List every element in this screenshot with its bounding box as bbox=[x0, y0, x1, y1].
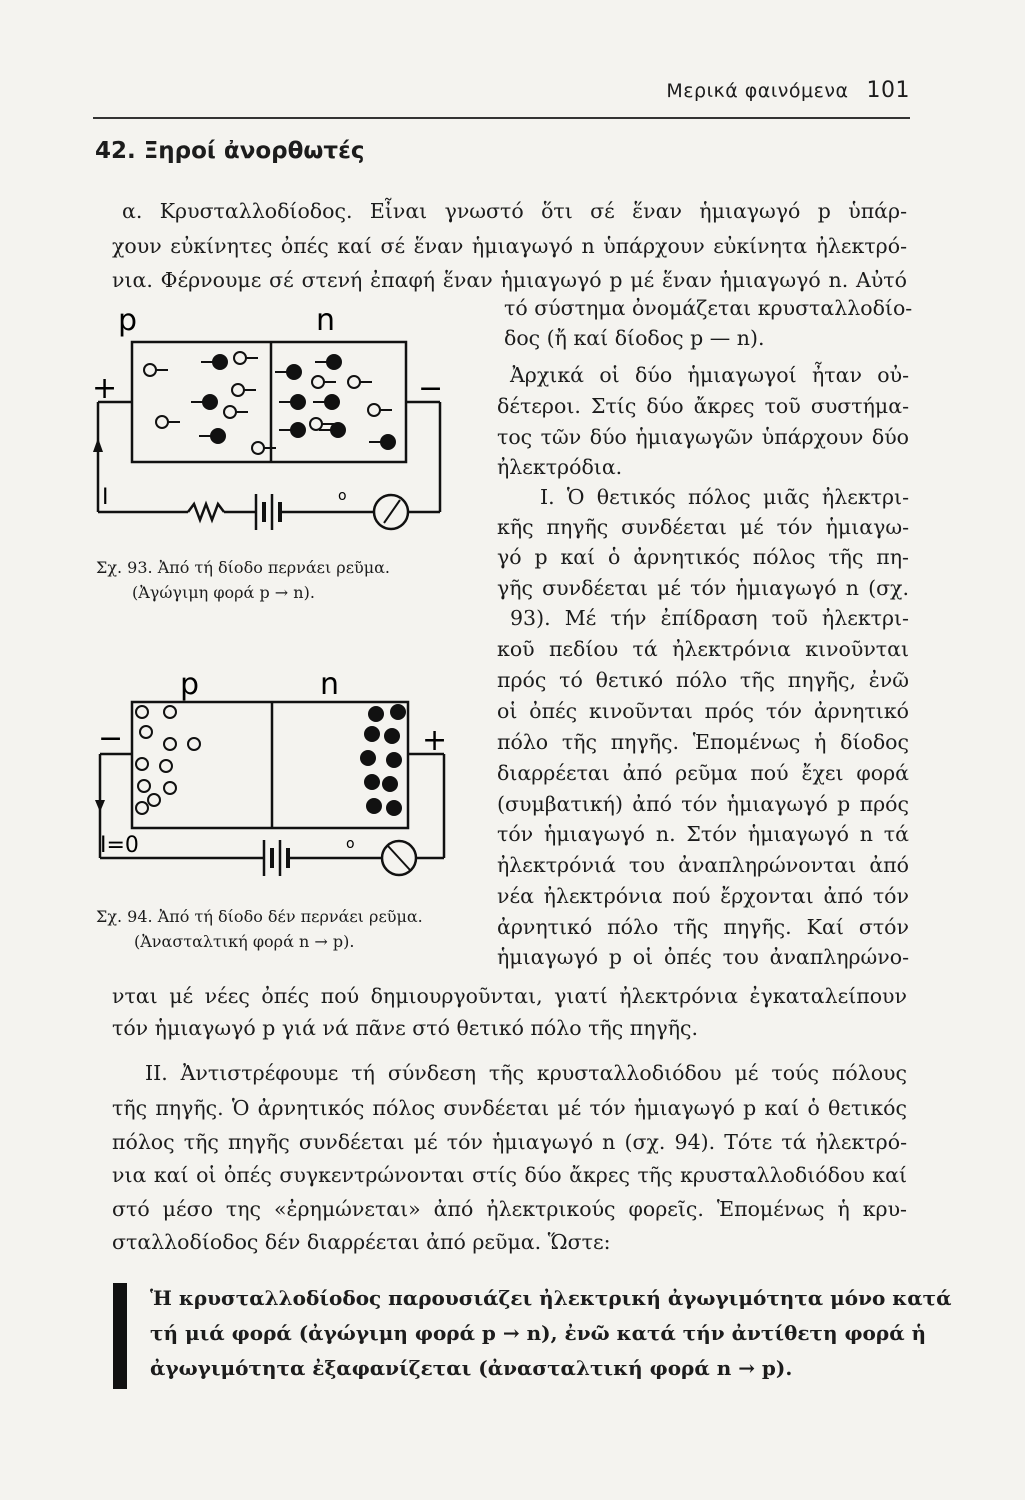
electrons-moving bbox=[191, 355, 395, 449]
highlight-line: ἀγωγιμότητα ἐξαφανίζεται (ἀνασταλτική φορά n → p). bbox=[150, 1356, 793, 1380]
figure-94-caption: Σχ. 94. Ἀπό τή δίοδο δέν περνάει ρεῦμα. bbox=[96, 907, 423, 926]
right-column-line: πόλο τῆς πηγῆς. Ἑπομένως ἡ δίοδος bbox=[497, 730, 909, 754]
right-column-line: διαρρέεται ἀπό ρεῦμα πού ἔχει φορά bbox=[497, 761, 909, 785]
plus-sign: + bbox=[422, 723, 448, 758]
right-column-line: πρός τό θετικό πόλο τῆς πηγῆς, ἐνῶ bbox=[497, 668, 909, 692]
label-p: p bbox=[118, 303, 138, 338]
right-column-line: νέα ἠλεκτρόνια πού ἔρχονται ἀπό τόν bbox=[497, 884, 909, 908]
right-column-line: ἠλεκτρόνιά του ἀναπληρώνονται ἀπό bbox=[497, 853, 909, 877]
svg-text:o: o bbox=[346, 836, 355, 852]
right-column-line: Ἀρχικά οἱ δύο ἡμιαγωγοί ἦταν οὐ- bbox=[510, 363, 909, 387]
right-column-line: 93). Μέ τήν ἐπίδραση τοῦ ἠλεκτρι- bbox=[510, 606, 909, 630]
label-n: n bbox=[316, 303, 336, 338]
para-a-line: νια. Φέρνουμε σέ στενή ἐπαφή ἕναν ἡμιαγωγό p μέ ἕναν ἡμιαγωγό n. Αὐτό bbox=[112, 268, 907, 292]
para-II-line: τῆς πηγῆς. Ὁ ἀρνητικός πόλος συνδέεται μέ τόν ἡμιαγωγό p καί ὁ θετικός bbox=[112, 1096, 907, 1120]
para-II-line: σταλλοδίοδος δέν διαρρέεται ἀπό ρεῦμα. Ὥστε: bbox=[112, 1230, 611, 1254]
right-column-line: κῆς πηγῆς συνδέεται μέ τόν ἡμιαγω- bbox=[497, 515, 909, 539]
para-II-line: ΙΙ. Ἀντιστρέφουμε τή σύνδεση τῆς κρυσταλλοδιόδου μέ τούς πόλους bbox=[145, 1061, 907, 1085]
resistor bbox=[188, 504, 224, 520]
current-arrow bbox=[95, 800, 105, 812]
running-head bbox=[666, 78, 910, 103]
right-column-line: γό p καί ὁ ἀρνητικός πόλος τῆς πη- bbox=[497, 545, 909, 569]
right-column-line: ἡμιαγωγό p οἱ ὀπές του ἀναπληρώνο- bbox=[497, 945, 909, 969]
right-column-line: οἱ ὀπές κινοῦνται πρός τόν ἀρνητικό bbox=[497, 699, 909, 723]
highlight-bar bbox=[113, 1283, 127, 1389]
label-n: n bbox=[320, 667, 340, 702]
section-heading: 42. Ξηροί ἀνορθωτές bbox=[95, 138, 365, 164]
para-II-line: νια καί οἱ ὀπές συγκεντρώνονται στίς δύο ἄκρες τῆς κρυσταλλοδιόδου καί bbox=[112, 1163, 907, 1187]
right-column-line: κοῦ πεδίου τά ἠλεκτρόνια κινοῦνται bbox=[497, 637, 909, 661]
holes-moving bbox=[144, 352, 392, 454]
electrons bbox=[360, 704, 406, 816]
current-label: I bbox=[102, 485, 109, 510]
highlight-line: Ἡ κρυσταλλοδίοδος παρουσιάζει ἠλεκτρική ἀγωγιμότητα μόνο κατά bbox=[150, 1286, 952, 1310]
minus-sign: − bbox=[98, 721, 124, 756]
figure-94-diagram bbox=[88, 660, 468, 896]
svg-text:o: o bbox=[338, 488, 347, 504]
figure-93-caption: (Ἀγώγιμη φορά p → n). bbox=[132, 583, 315, 602]
right-column-line: γῆς συνδέεται μέ τόν ἡμιαγωγό n (σχ. bbox=[497, 576, 909, 600]
right-column-line: τος τῶν δύο ἡμιαγωγῶν ὑπάρχουν δύο bbox=[497, 425, 909, 449]
figure-94-caption: (Ἀνασταλτική φορά n → p). bbox=[134, 932, 355, 951]
label-p: p bbox=[180, 667, 200, 702]
right-column-line: τό σύστημα ὀνομάζεται κρυσταλλοδίο- bbox=[504, 296, 913, 320]
running-head-title: Μερικά φαινόμενα bbox=[666, 80, 849, 102]
right-column-line: (συμβατική) ἀπό τόν ἡμιαγωγό p πρός bbox=[497, 792, 909, 816]
plus-sign: + bbox=[92, 371, 118, 406]
right-column-line: τόν ἡμιαγωγό n. Στόν ἡμιαγωγό n τά bbox=[497, 822, 909, 846]
current-arrow bbox=[93, 438, 103, 452]
minus-sign: − bbox=[418, 371, 444, 406]
figure-93-diagram bbox=[88, 298, 468, 556]
holes bbox=[136, 706, 200, 814]
current-label: I=0 bbox=[100, 833, 139, 858]
figure-93-caption: Σχ. 93. Ἀπό τή δίοδο περνάει ρεῦμα. bbox=[96, 558, 391, 577]
right-column-line: ἠλεκτρόδια. bbox=[497, 455, 623, 479]
header-rule bbox=[93, 117, 910, 119]
para-II-line: στό μέσο της «ἐρημώνεται» ἀπό ἠλεκτρικούς φορεῖς. Ἑπομένως ἡ κρυ- bbox=[112, 1197, 907, 1221]
page-number: 101 bbox=[866, 78, 910, 103]
para-continuation-line: τόν ἡμιαγωγό p γιά νά πᾶνε στό θετικό πόλο τῆς πηγῆς. bbox=[112, 1016, 699, 1040]
highlight-line: τή μιά φορά (ἀγώγιμη φορά p → n), ἐνῶ κατά τήν ἀντίθετη φορά ἡ bbox=[150, 1321, 927, 1345]
crystal-outline bbox=[132, 342, 406, 462]
para-II-line: πόλος τῆς πηγῆς συνδέεται μέ τόν ἡμιαγωγό n (σχ. 94). Τότε τά ἠλεκτρό- bbox=[112, 1130, 907, 1154]
right-column-line: δος (ἤ καί δίοδος p — n). bbox=[504, 326, 765, 350]
right-column-line: δέτεροι. Στίς δύο ἄκρες τοῦ συστήμα- bbox=[497, 394, 909, 418]
right-column-line: ἀρνητικό πόλο τῆς πηγῆς. Καί στόν bbox=[497, 915, 909, 939]
right-column-line: Ι. Ὁ θετικός πόλος μιᾶς ἠλεκτρι- bbox=[540, 485, 909, 509]
para-a-line: χουν εὐκίνητες ὀπές καί σέ ἕναν ἡμιαγωγό n ὑπάρχουν εὐκίνητα ἠλεκτρό- bbox=[112, 234, 907, 258]
para-a-line: α. Κρυσταλλοδίοδος. Εἶναι γνωστό ὅτι σέ ἕναν ἡμιαγωγό p ὑπάρ- bbox=[122, 199, 907, 223]
para-continuation-line: νται μέ νέες ὀπές πού δημιουργοῦνται, γιατί ἠλεκτρόνια ἐγκαταλείπουν bbox=[112, 984, 907, 1008]
